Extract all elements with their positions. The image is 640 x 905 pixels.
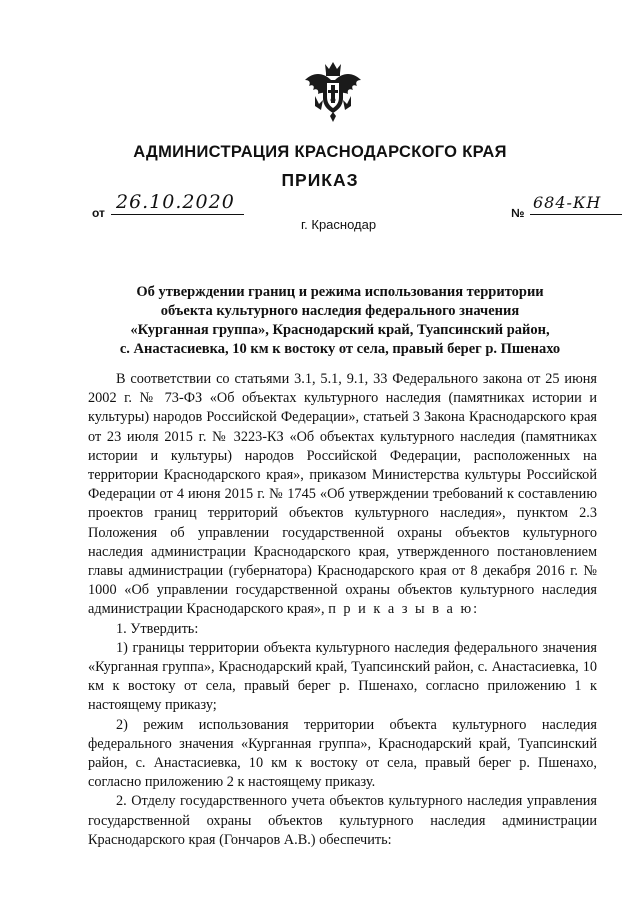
title-line: с. Анастасиевка, 10 км к востоку от села, правый берег р. Пшенахо — [119, 341, 561, 357]
title-line: объекта культурного наследия федерального значения — [160, 303, 520, 319]
date-underline — [111, 214, 244, 215]
coat-of-arms-emblem — [301, 60, 365, 124]
number-label: № — [511, 206, 525, 220]
number-underline — [530, 214, 622, 215]
document-body — [88, 370, 597, 850]
title-line: «Курганная группа», Краснодарский край, Туапсинский район, — [130, 322, 550, 338]
document-type: ПРИКАЗ — [281, 170, 359, 190]
item-2: 2. Отделу государственного учета объектов культурного наследия управления государственной охраны объектов культурного наследия администрации Краснодарского края (Гончаров А.В.) обеспечить: — [88, 793, 597, 848]
date-label: от — [92, 206, 105, 220]
preamble-paragraph — [88, 370, 597, 620]
title-line: Об утверждении границ и режима использования территории — [136, 284, 544, 300]
organization-name: АДМИНИСТРАЦИЯ КРАСНОДАРСКОГО КРАЯ — [133, 143, 507, 161]
city-name: г. Краснодар — [301, 217, 377, 232]
handwritten-date: 26.10.2020 — [116, 191, 235, 213]
handwritten-number: 684-КН — [533, 193, 602, 212]
document-title — [80, 283, 600, 359]
item-1-2: 2) режим использования территории объекта культурного наследия федерального значения «Курганная группа», Краснодарский край, Туапсинский район, с. Анастасиевка, 10 км к востоку от села, правый берег р. Пшенахо, согласно приложению 2 к настоящему приказу. — [88, 716, 597, 791]
order-word: п р и к а з ы в а ю: — [328, 601, 480, 618]
item-1-1: 1) границы территории объекта культурного наследия федерального значения «Курганная группа», Краснодарский край, Туапсинский район, с. Анастасиевка, 10 км к востоку от села, правый берег р. Пшенахо, согласно приложению 1 к настоящему приказу; — [88, 639, 597, 714]
item-1: 1. Утвердить: — [116, 620, 199, 637]
preamble-text: В соответствии со статьями 3.1, 5.1, 9.1, 33 Федерального закона от 25 июня 2002 г. № 73-ФЗ «Об объектах культурного наследия (памятниках истории и культуры) народов Российской Федерации», статьей 3 Закона Краснодарского края от 23 июля 2015 г. № 3223-КЗ «Об объектах культурного наследия (памятниках истории и культуры) народов Российской Федерации, расположенных на территории Краснодарского края», приказом Министерства культуры Российской Федерации от 4 июня 2015 г. № 1745 «Об утверждении требований к составлению проектов границ территорий объектов культурного наследия», пунктом 2.3 Положения об управлении государственной охраны объектов культурного наследия администрации Краснодарского края, утвержденного постановлением главы администрации (губернатора) Краснодарского края от 8 декабря 2016 г. № 1000 «Об управлении государственной охраны объектов культурного наследия администрации Краснодарского края», — [88, 371, 597, 618]
